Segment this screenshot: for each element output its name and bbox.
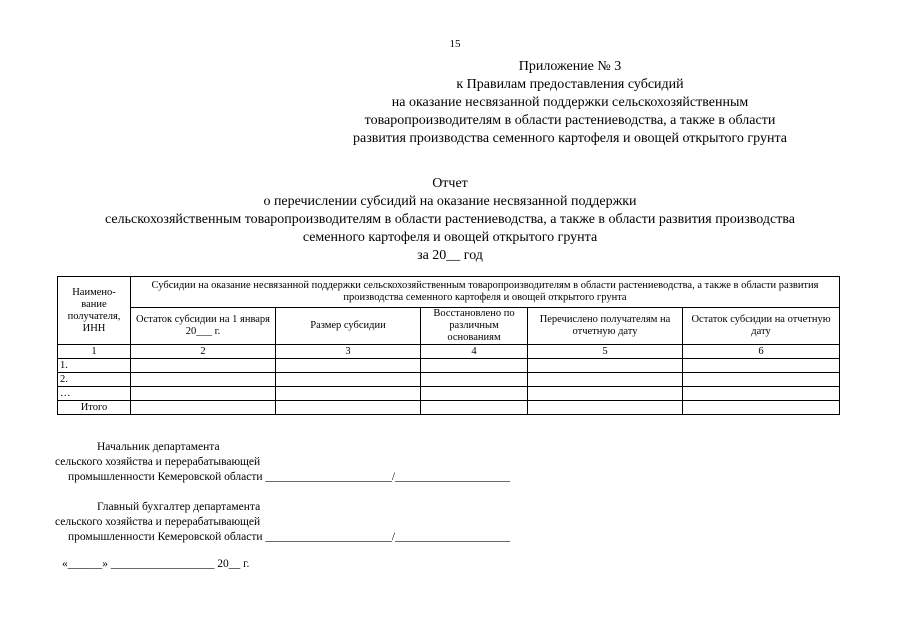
table-cell xyxy=(276,373,421,387)
recipient-column-header: Наимено-вание получателя, ИНН xyxy=(58,277,131,345)
total-row xyxy=(58,401,840,415)
appendix-header xyxy=(320,58,820,148)
title-line: о перечислении субсидий на оказание несвязанной поддержки xyxy=(263,194,637,209)
date-line: «______» __________________ 20__ г. xyxy=(62,558,250,570)
signature-block-head xyxy=(55,440,510,485)
column-header: Размер субсидии xyxy=(276,308,421,345)
table-cell xyxy=(131,387,276,401)
column-header: Остаток субсидии на 1 января 20___ г. xyxy=(131,308,276,345)
column-number: 4 xyxy=(421,345,528,359)
title-line: Отчет xyxy=(432,176,468,191)
signature-block-accountant xyxy=(55,500,510,545)
table-cell xyxy=(683,401,840,415)
table-cell xyxy=(276,401,421,415)
signature-line: промышленности Кемеровской области ______________________/____________________ xyxy=(68,471,511,483)
signature-department: сельского хозяйства и перерабатывающей xyxy=(55,456,261,468)
column-number: 2 xyxy=(131,345,276,359)
signature-title: Главный бухгалтер департамента xyxy=(97,501,261,513)
column-header: Восстановлено по различным основаниям xyxy=(421,308,528,345)
appendix-line: к Правилам предоставления субсидий xyxy=(456,77,684,92)
report-table xyxy=(57,276,840,415)
appendix-line: товаропроизводителям в области растениеводства, а также в области xyxy=(364,113,776,128)
table-cell xyxy=(528,359,683,373)
table-cell xyxy=(131,373,276,387)
table-cell xyxy=(683,373,840,387)
table-cell xyxy=(421,373,528,387)
table-cell xyxy=(276,359,421,373)
table-cell xyxy=(683,387,840,401)
column-header: Перечислено получателям на отчетную дату xyxy=(528,308,683,345)
row-label: 2. xyxy=(58,373,131,387)
table-cell xyxy=(528,387,683,401)
title-line: сельскохозяйственным товаропроизводителям в области растениеводства, а также в области развития производства xyxy=(105,212,795,227)
row-label: … xyxy=(58,387,131,401)
column-number: 1 xyxy=(58,345,131,359)
total-label: Итого xyxy=(58,401,131,415)
title-line: семенного картофеля и овощей открытого грунта xyxy=(302,230,598,245)
signature-department: сельского хозяйства и перерабатывающей xyxy=(55,516,261,528)
column-number: 3 xyxy=(276,345,421,359)
appendix-line: развития производства семенного картофеля и овощей открытого грунта xyxy=(353,131,787,146)
table-cell xyxy=(528,373,683,387)
signature-title: Начальник департамента xyxy=(97,441,220,453)
report-title xyxy=(40,175,860,265)
table-cell xyxy=(421,359,528,373)
table-cell xyxy=(131,401,276,415)
title-line: за 20__ год xyxy=(417,248,483,263)
page-number: 15 xyxy=(449,38,461,50)
table-cell xyxy=(528,401,683,415)
signature-line: промышленности Кемеровской области ______________________/____________________ xyxy=(68,531,511,543)
table-cell xyxy=(276,387,421,401)
table-row xyxy=(58,373,840,387)
appendix-line: на оказание несвязанной поддержки сельскохозяйственным xyxy=(391,95,749,110)
column-number-row xyxy=(58,345,840,359)
subsidies-group-header: Субсидии на оказание несвязанной поддержки сельскохозяйственным товаропроизводителям в области растениеводства, а также в области развития производства семенного картофеля и овощей открытого грунта xyxy=(131,277,840,308)
table-cell xyxy=(421,387,528,401)
table-cell xyxy=(683,359,840,373)
row-label: 1. xyxy=(58,359,131,373)
column-header: Остаток субсидии на отчетную дату xyxy=(683,308,840,345)
column-number: 5 xyxy=(528,345,683,359)
column-number: 6 xyxy=(683,345,840,359)
table-cell xyxy=(131,359,276,373)
table-cell xyxy=(421,401,528,415)
table-row xyxy=(58,387,840,401)
table-row xyxy=(58,359,840,373)
appendix-line: Приложение № 3 xyxy=(518,59,622,74)
